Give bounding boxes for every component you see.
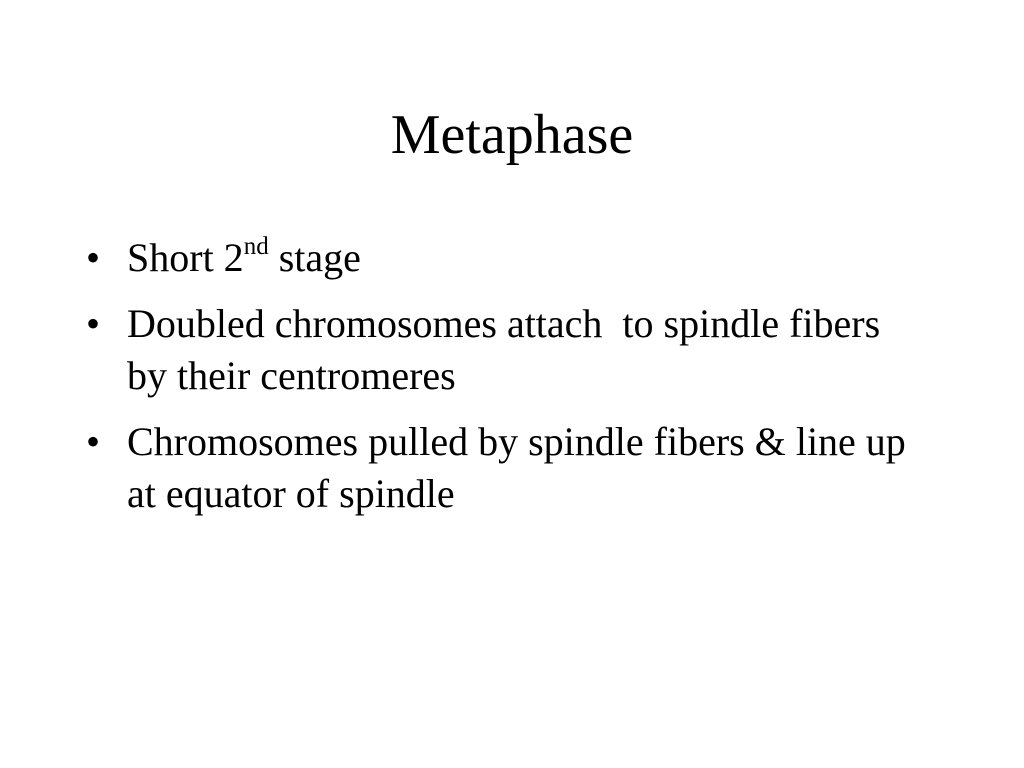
bullet-dot: •	[86, 419, 101, 464]
bullet-item	[86, 232, 906, 284]
bullet-dot: •	[86, 301, 101, 346]
bullet-text-before: Short 2	[127, 235, 244, 280]
bullet-text: Chromosomes pulled by spindle fibers & line up at equator of spindle	[127, 419, 906, 516]
bullet-list	[86, 232, 906, 534]
bullet-item	[86, 416, 906, 520]
bullet-item	[86, 298, 906, 402]
bullet-dot: •	[86, 235, 101, 280]
bullet-text: Doubled chromosomes attach to spindle fibers by their centromeres	[127, 301, 891, 398]
bullet-text-after: stage	[268, 235, 361, 280]
slide-title: Metaphase	[390, 104, 634, 166]
bullet-superscript: nd	[243, 233, 269, 260]
